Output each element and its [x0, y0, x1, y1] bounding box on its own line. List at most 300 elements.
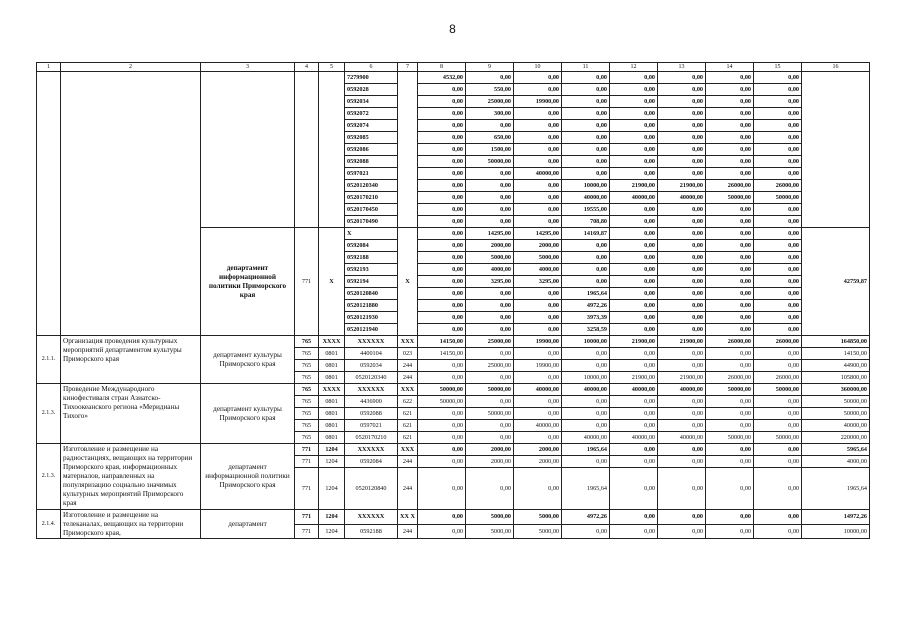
- column-number-cell: 11: [562, 63, 610, 72]
- value-cell: 40000,00: [658, 432, 706, 444]
- value-cell: 3973,39: [562, 312, 610, 324]
- value-cell: 14295,00: [514, 228, 562, 240]
- column-number-cell: 1: [37, 63, 61, 72]
- title-cell: [61, 72, 201, 336]
- value-cell: 0,00: [418, 420, 466, 432]
- total-cell: 14972,26: [802, 510, 870, 525]
- value-cell: 0,00: [658, 456, 706, 468]
- value-cell: 0,00: [706, 132, 754, 144]
- value-cell: 0,00: [706, 360, 754, 372]
- page-number: 8: [449, 22, 456, 36]
- value-cell: 0,00: [706, 156, 754, 168]
- value-cell: 0,00: [514, 120, 562, 132]
- code-cell: 0520120340: [345, 180, 398, 192]
- value-cell: 0,00: [418, 300, 466, 312]
- value-cell: 0,00: [706, 456, 754, 468]
- value-cell: 0,00: [658, 156, 706, 168]
- value-cell: 2000,00: [466, 444, 514, 456]
- value-cell: 0,00: [514, 132, 562, 144]
- value-cell: 0,00: [754, 276, 802, 288]
- value-cell: 40000,00: [658, 192, 706, 204]
- value-cell: 0,00: [418, 120, 466, 132]
- value-cell: 0,00: [466, 288, 514, 300]
- value-cell: 50000,00: [706, 192, 754, 204]
- value-cell: 0,00: [610, 156, 658, 168]
- value-cell: 0,00: [754, 420, 802, 432]
- value-cell: 0,00: [466, 72, 514, 84]
- code-cell: 0520170210: [345, 432, 398, 444]
- value-cell: 0,00: [514, 180, 562, 192]
- value-cell: 0,00: [754, 456, 802, 468]
- value-cell: 0,00: [562, 168, 610, 180]
- title-cell: Изготовление и размещение на радиостанциях, вещающих на территории Приморского края, информационных материалов, направленных на популяризацию социально значимых культурных мероприятий Приморского края: [61, 444, 201, 510]
- code-cell: 0592188: [345, 524, 398, 539]
- code-cell: 4400104: [345, 348, 398, 360]
- value-cell: 0,00: [418, 360, 466, 372]
- code-cell: 0592188: [345, 252, 398, 264]
- code-cell: XXX: [398, 444, 418, 456]
- index-cell: 2.1.1.: [37, 336, 61, 384]
- value-cell: 0,00: [706, 420, 754, 432]
- value-cell: 50000,00: [466, 156, 514, 168]
- value-cell: 0,00: [754, 348, 802, 360]
- value-cell: 0,00: [658, 420, 706, 432]
- value-cell: 3258,59: [562, 324, 610, 336]
- value-cell: 0,00: [514, 408, 562, 420]
- value-cell: 0,00: [658, 444, 706, 456]
- value-cell: 0,00: [562, 276, 610, 288]
- value-cell: 0,00: [610, 300, 658, 312]
- total-cell: 360000,00: [802, 384, 870, 396]
- total-cell: 10000,00: [802, 524, 870, 539]
- value-cell: 10000,00: [562, 372, 610, 384]
- value-cell: 0,00: [418, 444, 466, 456]
- value-cell: 0,00: [610, 324, 658, 336]
- value-cell: 0,00: [418, 372, 466, 384]
- code-cell: 244: [398, 456, 418, 468]
- code-cell: 771: [295, 468, 319, 510]
- value-cell: 0,00: [562, 144, 610, 156]
- value-cell: 2000,00: [514, 456, 562, 468]
- value-cell: 0,00: [466, 324, 514, 336]
- title-cell: Проведение Международного кинофестиваля стран Азиатско-Тихоокеанского региона «Меридианы Тихого»: [61, 384, 201, 444]
- value-cell: 0,00: [754, 168, 802, 180]
- value-cell: 0,00: [562, 108, 610, 120]
- value-cell: 0,00: [706, 276, 754, 288]
- value-cell: 0,00: [658, 524, 706, 539]
- value-cell: 0,00: [418, 456, 466, 468]
- value-cell: 0,00: [418, 408, 466, 420]
- value-cell: 40000,00: [514, 420, 562, 432]
- value-cell: 0,00: [514, 324, 562, 336]
- column-number-cell: 13: [658, 63, 706, 72]
- value-cell: 0,00: [418, 144, 466, 156]
- value-cell: 0,00: [466, 468, 514, 510]
- code-cell: 765: [295, 420, 319, 432]
- value-cell: 0,00: [706, 168, 754, 180]
- code-cell: 0801: [319, 372, 345, 384]
- table-row: [37, 384, 870, 396]
- value-cell: 4000,00: [514, 264, 562, 276]
- code-cell: 0592193: [345, 264, 398, 276]
- value-cell: 0,00: [514, 396, 562, 408]
- department-cell: департамент информационной политики Приморского края: [201, 444, 295, 510]
- value-cell: 40000,00: [562, 432, 610, 444]
- value-cell: 0,00: [466, 180, 514, 192]
- value-cell: 4532,00: [418, 72, 466, 84]
- value-cell: 0,00: [658, 72, 706, 84]
- total-cell: 44900,00: [802, 360, 870, 372]
- value-cell: 0,00: [706, 396, 754, 408]
- value-cell: 0,00: [418, 510, 466, 525]
- value-cell: 0,00: [562, 84, 610, 96]
- value-cell: 0,00: [754, 72, 802, 84]
- code-cell: 765: [295, 384, 319, 396]
- value-cell: 0,00: [466, 312, 514, 324]
- value-cell: 550,00: [466, 84, 514, 96]
- value-cell: 50000,00: [466, 408, 514, 420]
- table-row: [37, 336, 870, 348]
- code-cell: 1204: [319, 510, 345, 525]
- code-cell: 0801: [319, 408, 345, 420]
- code-cell: [398, 72, 418, 228]
- value-cell: 0,00: [610, 84, 658, 96]
- value-cell: 5000,00: [466, 524, 514, 539]
- code-cell: XXXXXX: [345, 444, 398, 456]
- value-cell: 0,00: [658, 300, 706, 312]
- value-cell: 0,00: [418, 180, 466, 192]
- column-number-cell: 14: [706, 63, 754, 72]
- code-cell: 621: [398, 420, 418, 432]
- index-cell: [37, 72, 61, 336]
- value-cell: 0,00: [658, 276, 706, 288]
- value-cell: 0,00: [658, 120, 706, 132]
- value-cell: 0,00: [610, 228, 658, 240]
- code-cell: 765: [295, 372, 319, 384]
- value-cell: 0,00: [418, 156, 466, 168]
- value-cell: 0,00: [706, 84, 754, 96]
- value-cell: 0,00: [466, 204, 514, 216]
- total-cell: 1965,64: [802, 468, 870, 510]
- value-cell: 0,00: [514, 216, 562, 228]
- value-cell: 1965,64: [562, 444, 610, 456]
- value-cell: 26000,00: [706, 372, 754, 384]
- value-cell: 0,00: [658, 132, 706, 144]
- value-cell: 40000,00: [610, 432, 658, 444]
- value-cell: 0,00: [754, 108, 802, 120]
- code-cell: 0592088: [345, 156, 398, 168]
- value-cell: 50000,00: [466, 384, 514, 396]
- column-number-cell: 16: [802, 63, 870, 72]
- value-cell: 2000,00: [514, 240, 562, 252]
- value-cell: 650,00: [466, 132, 514, 144]
- value-cell: 0,00: [610, 96, 658, 108]
- value-cell: 0,00: [610, 204, 658, 216]
- code-cell: 0520121880: [345, 300, 398, 312]
- value-cell: 0,00: [418, 324, 466, 336]
- value-cell: 0,00: [562, 156, 610, 168]
- value-cell: 0,00: [562, 120, 610, 132]
- code-cell: 771: [295, 444, 319, 456]
- table-row: [37, 72, 870, 84]
- value-cell: 0,00: [562, 72, 610, 84]
- value-cell: 0,00: [418, 468, 466, 510]
- value-cell: 0,00: [706, 144, 754, 156]
- value-cell: 0,00: [610, 276, 658, 288]
- value-cell: 3295,00: [466, 276, 514, 288]
- value-cell: 0,00: [658, 510, 706, 525]
- value-cell: 0,00: [754, 204, 802, 216]
- value-cell: 0,00: [754, 240, 802, 252]
- value-cell: 0,00: [610, 468, 658, 510]
- value-cell: 0,00: [610, 264, 658, 276]
- value-cell: 0,00: [658, 312, 706, 324]
- value-cell: 0,00: [562, 252, 610, 264]
- code-cell: XXXXXX: [345, 384, 398, 396]
- value-cell: 0,00: [418, 96, 466, 108]
- code-cell: 023: [398, 348, 418, 360]
- value-cell: 50000,00: [754, 384, 802, 396]
- value-cell: 0,00: [706, 510, 754, 525]
- value-cell: 0,00: [754, 312, 802, 324]
- value-cell: 2000,00: [466, 240, 514, 252]
- budget-table: [36, 62, 870, 539]
- value-cell: 0,00: [610, 396, 658, 408]
- value-cell: 0,00: [610, 444, 658, 456]
- value-cell: 0,00: [610, 408, 658, 420]
- value-cell: 0,00: [706, 444, 754, 456]
- code-cell: 7279900: [345, 72, 398, 84]
- value-cell: 0,00: [466, 300, 514, 312]
- value-cell: 0,00: [514, 300, 562, 312]
- total-cell: 42759,87: [802, 228, 870, 336]
- code-cell: 0592084: [345, 456, 398, 468]
- code-cell: 765: [295, 396, 319, 408]
- value-cell: 50000,00: [418, 396, 466, 408]
- value-cell: 4972,26: [562, 300, 610, 312]
- column-number-cell: 7: [398, 63, 418, 72]
- value-cell: 0,00: [610, 456, 658, 468]
- value-cell: 0,00: [562, 96, 610, 108]
- total-cell: [802, 72, 870, 228]
- column-number-cell: 15: [754, 63, 802, 72]
- code-cell: [319, 72, 345, 228]
- total-cell: 40000,00: [802, 420, 870, 432]
- value-cell: 0,00: [706, 72, 754, 84]
- code-cell: 0592084: [345, 240, 398, 252]
- value-cell: 0,00: [754, 216, 802, 228]
- value-cell: 0,00: [466, 420, 514, 432]
- code-cell: 771: [295, 524, 319, 539]
- value-cell: 0,00: [514, 348, 562, 360]
- value-cell: 10000,00: [562, 180, 610, 192]
- code-cell: 1204: [319, 444, 345, 456]
- column-number-row: [37, 63, 870, 72]
- value-cell: 0,00: [610, 168, 658, 180]
- code-cell: 0597021: [345, 168, 398, 180]
- value-cell: 0,00: [754, 120, 802, 132]
- value-cell: 0,00: [610, 240, 658, 252]
- value-cell: 0,00: [658, 204, 706, 216]
- value-cell: 0,00: [706, 524, 754, 539]
- total-cell: 50000,00: [802, 396, 870, 408]
- value-cell: 0,00: [658, 264, 706, 276]
- value-cell: 50000,00: [754, 192, 802, 204]
- code-cell: 0520170210: [345, 192, 398, 204]
- value-cell: 708,80: [562, 216, 610, 228]
- value-cell: 0,00: [658, 240, 706, 252]
- value-cell: 0,00: [418, 168, 466, 180]
- value-cell: 0,00: [658, 96, 706, 108]
- column-number-cell: 10: [514, 63, 562, 72]
- value-cell: 0,00: [754, 444, 802, 456]
- code-cell: 0520121930: [345, 312, 398, 324]
- value-cell: 0,00: [754, 324, 802, 336]
- column-number-cell: 2: [61, 63, 201, 72]
- value-cell: 0,00: [418, 276, 466, 288]
- value-cell: 0,00: [754, 510, 802, 525]
- value-cell: 1500,00: [466, 144, 514, 156]
- value-cell: 26000,00: [754, 336, 802, 348]
- code-cell: 0592086: [345, 144, 398, 156]
- code-cell: 771: [295, 510, 319, 525]
- value-cell: 0,00: [754, 288, 802, 300]
- value-cell: 0,00: [754, 264, 802, 276]
- value-cell: 0,00: [514, 108, 562, 120]
- value-cell: 0,00: [466, 216, 514, 228]
- value-cell: 0,00: [562, 360, 610, 372]
- value-cell: 300,00: [466, 108, 514, 120]
- value-cell: 21900,00: [610, 180, 658, 192]
- value-cell: 0,00: [418, 524, 466, 539]
- code-cell: XXXXXX: [345, 510, 398, 525]
- value-cell: 14169,87: [562, 228, 610, 240]
- value-cell: 25000,00: [466, 360, 514, 372]
- value-cell: 0,00: [658, 288, 706, 300]
- code-cell: 0801: [319, 348, 345, 360]
- code-cell: 0592072: [345, 108, 398, 120]
- value-cell: 0,00: [754, 468, 802, 510]
- value-cell: 0,00: [658, 348, 706, 360]
- value-cell: 0,00: [418, 240, 466, 252]
- value-cell: 0,00: [466, 120, 514, 132]
- value-cell: 0,00: [658, 168, 706, 180]
- total-cell: 4000,00: [802, 456, 870, 468]
- value-cell: 0,00: [610, 144, 658, 156]
- value-cell: 0,00: [562, 264, 610, 276]
- index-cell: 2.1.4.: [37, 510, 61, 539]
- code-cell: 0597021: [345, 420, 398, 432]
- value-cell: 1965,64: [562, 468, 610, 510]
- value-cell: 0,00: [418, 264, 466, 276]
- value-cell: 4000,00: [466, 264, 514, 276]
- total-cell: 105800,00: [802, 372, 870, 384]
- code-cell: 0592034: [345, 360, 398, 372]
- value-cell: 0,00: [562, 456, 610, 468]
- column-number-cell: 12: [610, 63, 658, 72]
- value-cell: 5000,00: [514, 524, 562, 539]
- code-cell: 0520120840: [345, 468, 398, 510]
- value-cell: 0,00: [706, 204, 754, 216]
- value-cell: 0,00: [658, 468, 706, 510]
- value-cell: 0,00: [706, 120, 754, 132]
- value-cell: 0,00: [418, 288, 466, 300]
- code-cell: 765: [295, 360, 319, 372]
- value-cell: 0,00: [658, 324, 706, 336]
- value-cell: 0,00: [418, 432, 466, 444]
- value-cell: 4972,26: [562, 510, 610, 525]
- code-cell: 1204: [319, 456, 345, 468]
- code-cell: XXX: [398, 336, 418, 348]
- code-cell: [295, 72, 319, 228]
- value-cell: 0,00: [706, 288, 754, 300]
- code-cell: 0592034: [345, 96, 398, 108]
- code-cell: 244: [398, 360, 418, 372]
- table-row: [37, 510, 870, 525]
- code-cell: XX X: [398, 510, 418, 525]
- column-number-cell: 5: [319, 63, 345, 72]
- code-cell: X: [319, 228, 345, 336]
- value-cell: 0,00: [418, 228, 466, 240]
- value-cell: 5000,00: [466, 510, 514, 525]
- table-body: [37, 63, 870, 539]
- value-cell: 0,00: [466, 396, 514, 408]
- department-cell: департамент культуры Приморского края: [201, 336, 295, 384]
- value-cell: 0,00: [754, 144, 802, 156]
- department-cell: департамент: [201, 510, 295, 539]
- value-cell: 0,00: [514, 468, 562, 510]
- title-cell: Организация проведения культурных мероприятий департаментом культуры Приморского края: [61, 336, 201, 384]
- value-cell: 0,00: [706, 408, 754, 420]
- code-cell: 244: [398, 468, 418, 510]
- value-cell: 26000,00: [706, 180, 754, 192]
- value-cell: 0,00: [418, 312, 466, 324]
- value-cell: 50000,00: [754, 432, 802, 444]
- code-cell: 0520120340: [345, 372, 398, 384]
- value-cell: 0,00: [754, 396, 802, 408]
- value-cell: 1965,64: [562, 288, 610, 300]
- value-cell: 0,00: [610, 312, 658, 324]
- value-cell: 40000,00: [610, 192, 658, 204]
- value-cell: 0,00: [706, 240, 754, 252]
- value-cell: 0,00: [514, 204, 562, 216]
- code-cell: 0592088: [345, 408, 398, 420]
- value-cell: 0,00: [610, 288, 658, 300]
- value-cell: 21900,00: [610, 336, 658, 348]
- department-cell: департамент культуры Приморского края: [201, 384, 295, 444]
- value-cell: 0,00: [610, 108, 658, 120]
- title-cell: Изготовление и размещение на телеканалах, вещающих на территории Приморского края,: [61, 510, 201, 539]
- value-cell: 0,00: [514, 84, 562, 96]
- total-cell: 220000,00: [802, 432, 870, 444]
- value-cell: 0,00: [754, 84, 802, 96]
- value-cell: 0,00: [466, 348, 514, 360]
- value-cell: 21900,00: [610, 372, 658, 384]
- value-cell: 0,00: [754, 252, 802, 264]
- value-cell: 0,00: [706, 312, 754, 324]
- value-cell: 0,00: [706, 468, 754, 510]
- code-cell: 0592074: [345, 120, 398, 132]
- value-cell: 0,00: [706, 252, 754, 264]
- value-cell: 19900,00: [514, 360, 562, 372]
- value-cell: 0,00: [754, 524, 802, 539]
- value-cell: 0,00: [562, 396, 610, 408]
- code-cell: 765: [295, 348, 319, 360]
- value-cell: 40000,00: [514, 168, 562, 180]
- value-cell: 0,00: [706, 108, 754, 120]
- code-cell: 1204: [319, 468, 345, 510]
- value-cell: 0,00: [514, 144, 562, 156]
